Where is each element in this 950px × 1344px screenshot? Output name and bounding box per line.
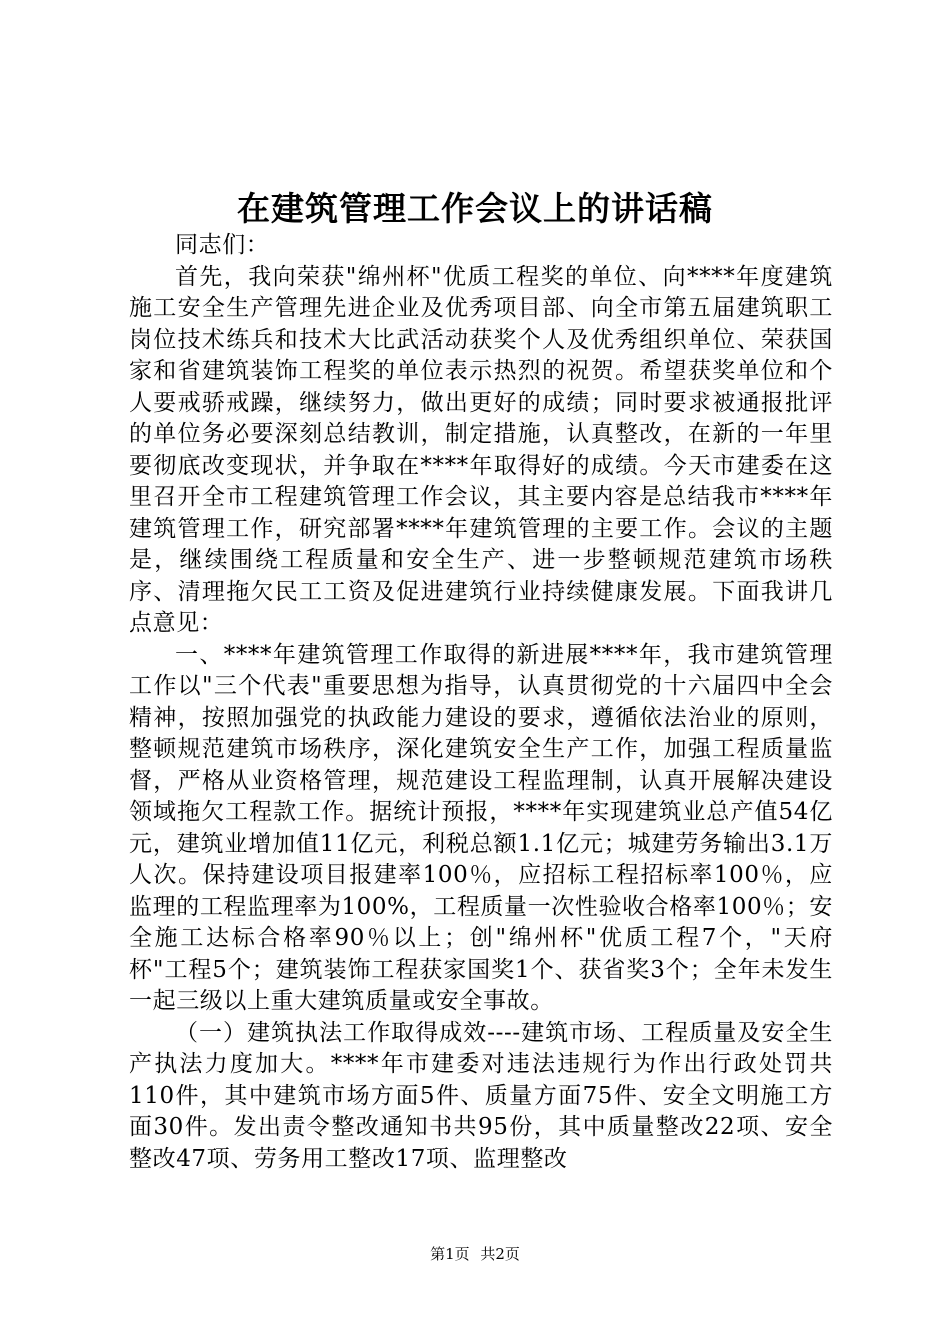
page-footer <box>0 1243 950 1264</box>
paragraph: （一）建筑执法工作取得成效----建筑市场、工程质量及安全生产执法力度加大。****年市建委对违法违规行为作出行政处罚共110件，其中建筑市场方面5件、质量方面75件、安全文明施工方面30件。发出责令整改通知书共95份，其中质量整改22项、安全整改47项、劳务用工整改17项、监理整改 <box>129 1019 833 1172</box>
page-number: 第1页 <box>430 1245 470 1263</box>
salutation: 同志们： <box>175 232 270 258</box>
paragraph: 一、****年建筑管理工作取得的新进展****年，我市建筑管理工作以"三个代表"重要思想为指导，认真贯彻党的十六届四中全会精神，按照加强党的执政能力建设的要求，遵循依法治业的原则，整顿规范建筑市场秩序，深化建筑安全生产工作，加强工程质量监督，严格从业资格管理，规范建设工程监理制，认真开展解决建设领域拖欠工程款工作。据统计预报，****年实现建筑业总产值54亿元，建筑业增加值11亿元，利税总额1.1亿元；城建劳务输出3.1万人次。保持建设项目报建率100％，应招标工程招标率100％，应监理的工程监理率为100%，工程质量一次性验收合格率100％；安全施工达标合格率90％以上；创"绵州杯"优质工程7个，"天府杯"工程5个；建筑装饰工程获家国奖1个、获省奖3个；全年未发生一起三级以上重大建筑质量或安全事故。 <box>129 641 833 1014</box>
document-title: 在建筑管理工作会议上的讲话稿 <box>237 189 713 228</box>
paragraph: 首先，我向荣获"绵州杯"优质工程奖的单位、向****年度建筑施工安全生产管理先进企业及优秀项目部、向全市第五届建筑职工岗位技术练兵和技术大比武活动获奖个人及优秀组织单位、荣获国家和省建筑装饰工程奖的单位表示热烈的祝贺。希望获奖单位和个人要戒骄戒躁，继续努力，做出更好的成绩；同时要求被通报批评的单位务必要深刻总结教训，制定措施，认真整改，在新的一年里要彻底改变现状，并争取在****年取得好的成绩。今天市建委在这里召开全市工程建筑管理工作会议，其主要内容是总结我市****年建筑管理工作，研究部署****年建筑管理的主要工作。会议的主题是，继续围绕工程质量和安全生产、进一步整顿规范建筑市场秩序、清理拖欠民工工资及促进建筑行业持续健康发展。下面我讲几点意见： <box>129 263 833 636</box>
page-total: 共2页 <box>480 1245 520 1263</box>
document-body <box>129 230 833 1175</box>
